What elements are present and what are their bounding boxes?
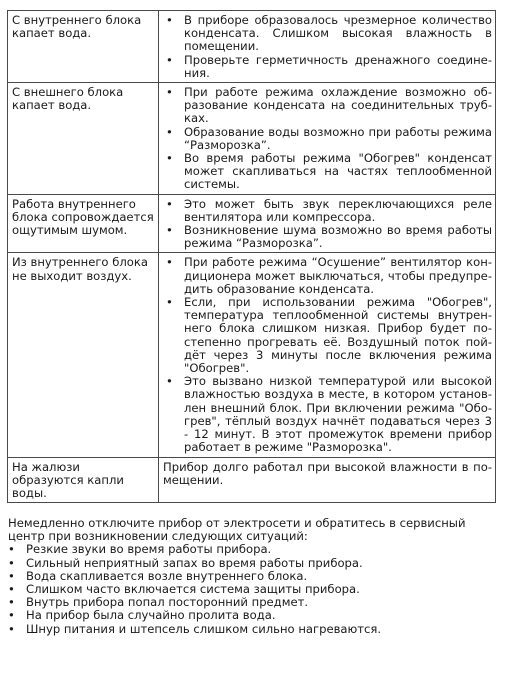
problem-cell: [8, 83, 159, 195]
bullet-icon: •: [166, 85, 173, 100]
cause-item: [163, 256, 492, 296]
situation-text: Резкие звуки во время работы прибора.: [26, 542, 272, 557]
bullet-icon: •: [8, 621, 15, 636]
cause-item: [163, 14, 492, 54]
situation-text: Шнур питания и штепсель слишком сильно нагреваются.: [26, 621, 382, 636]
service-notice: [8, 517, 494, 636]
situation-list: [8, 543, 494, 635]
bullet-icon: •: [166, 52, 173, 67]
bullet-icon: •: [8, 568, 15, 583]
problem-text: Из внутреннего блока не выходит воздух.: [12, 255, 148, 283]
cause-item: [163, 296, 492, 375]
cause-item: [163, 86, 492, 126]
notice-intro: Немедленно отключите прибор от электросети и обратитесь в сервисный центр при возникновении следующих ситуаций:: [8, 516, 466, 544]
problem-cell: [8, 194, 159, 253]
cause-text: При работе режима “Осушение” вентилятор кондиционера может выключаться, чтобы предупредить образование конденсата.: [184, 255, 492, 296]
troubleshooting-table: [7, 10, 496, 503]
table-row: [8, 194, 496, 253]
cause-text: При работе режима охлаждение возможно образование конденсата на соединительных трубках.: [184, 85, 492, 126]
cause-item: [163, 126, 492, 152]
bullet-icon: •: [8, 555, 15, 570]
situation-text: На прибор была случайно пролита вода.: [26, 608, 276, 623]
cause-list: [163, 198, 492, 251]
cause-cell: [159, 457, 496, 503]
bullet-icon: •: [166, 295, 173, 310]
table-row: [8, 457, 496, 503]
bullet-icon: •: [166, 223, 173, 238]
cause-item: [163, 152, 492, 192]
bullet-icon: •: [166, 151, 173, 166]
cause-item: [163, 54, 492, 80]
table-row: [8, 11, 496, 83]
problem-text: Работа внутреннего блока сопровождается ощутимым шумом.: [12, 196, 154, 238]
problem-cell: [8, 253, 159, 457]
cause-text: Если, при использовании режима "Обогрев", температура теплообменной системы внутреннего блока слишком низкая. Прибор будет постепенно прогревать её. Воздушный поток пойдёт через 3 минуты после включения режима "Обогрев".: [184, 295, 492, 376]
problem-text: С внешнего блока капает вода.: [12, 85, 124, 113]
problem-text: С внутреннего блока капает вода.: [12, 13, 142, 41]
situation-text: Вода скапливается возле внутреннего блока.: [26, 568, 308, 583]
cause-item: [163, 375, 492, 454]
cause-text: Это вызвано низкой температурой или высокой влажностью воздуха в месте, в котором установлен внешний блок. При включении режима "Обогрев", тёплый воздух начнёт подаваться через 3 - 12 минут. В этот промежуток времени прибор работает в режиме "Разморозка".: [184, 374, 492, 455]
cause-text: Образование воды возможно при работы режима “Разморозка”.: [184, 124, 492, 152]
cause-list: [163, 86, 492, 192]
cause-item: [163, 198, 492, 224]
cause-text: Возникновение шума возможно во время работы режима “Разморозка”.: [184, 223, 492, 251]
bullet-icon: •: [8, 542, 15, 557]
cause-text: Это может быть звук переключающихся реле вентилятора или компрессора.: [184, 196, 492, 224]
bullet-icon: •: [166, 124, 173, 139]
problem-cell: [8, 457, 159, 503]
table-row: [8, 83, 496, 195]
cause-list: [163, 256, 492, 454]
bullet-icon: •: [166, 196, 173, 211]
situation-text: Слишком часто включается система защиты прибора.: [26, 582, 360, 597]
bullet-icon: •: [166, 13, 173, 27]
cause-text: Во время работы режима "Обогрев" конденсат может скапливаться на частях теплообменной системы.: [184, 151, 492, 192]
problem-text: На жалюзи образуются капли воды.: [12, 459, 124, 500]
cause-text: В приборе образовалось чрезмерное количество конденсата. Слишком высокая влажность в помещении.: [184, 13, 492, 54]
situation-text: Внутрь прибора попал посторонний предмет.: [26, 595, 309, 610]
bullet-icon: •: [166, 255, 173, 270]
cause-text: Проверьте герметичность дренажного соединения.: [184, 52, 492, 80]
cause-text: Прибор долго работал при высокой влажности в помещении.: [163, 459, 492, 487]
cause-cell: [159, 253, 496, 457]
list-item: [8, 623, 494, 636]
table-row: [8, 253, 496, 457]
bullet-icon: •: [8, 608, 15, 623]
cause-cell: [159, 83, 496, 195]
bullet-icon: •: [166, 374, 173, 389]
cause-item: [163, 224, 492, 250]
problem-cell: [8, 11, 159, 83]
cause-list: [163, 14, 492, 80]
situation-text: Сильный неприятный запах во время работы прибора.: [26, 555, 363, 570]
bullet-icon: •: [8, 595, 15, 610]
cause-cell: [159, 11, 496, 83]
bullet-icon: •: [8, 582, 15, 597]
cause-cell: [159, 194, 496, 253]
